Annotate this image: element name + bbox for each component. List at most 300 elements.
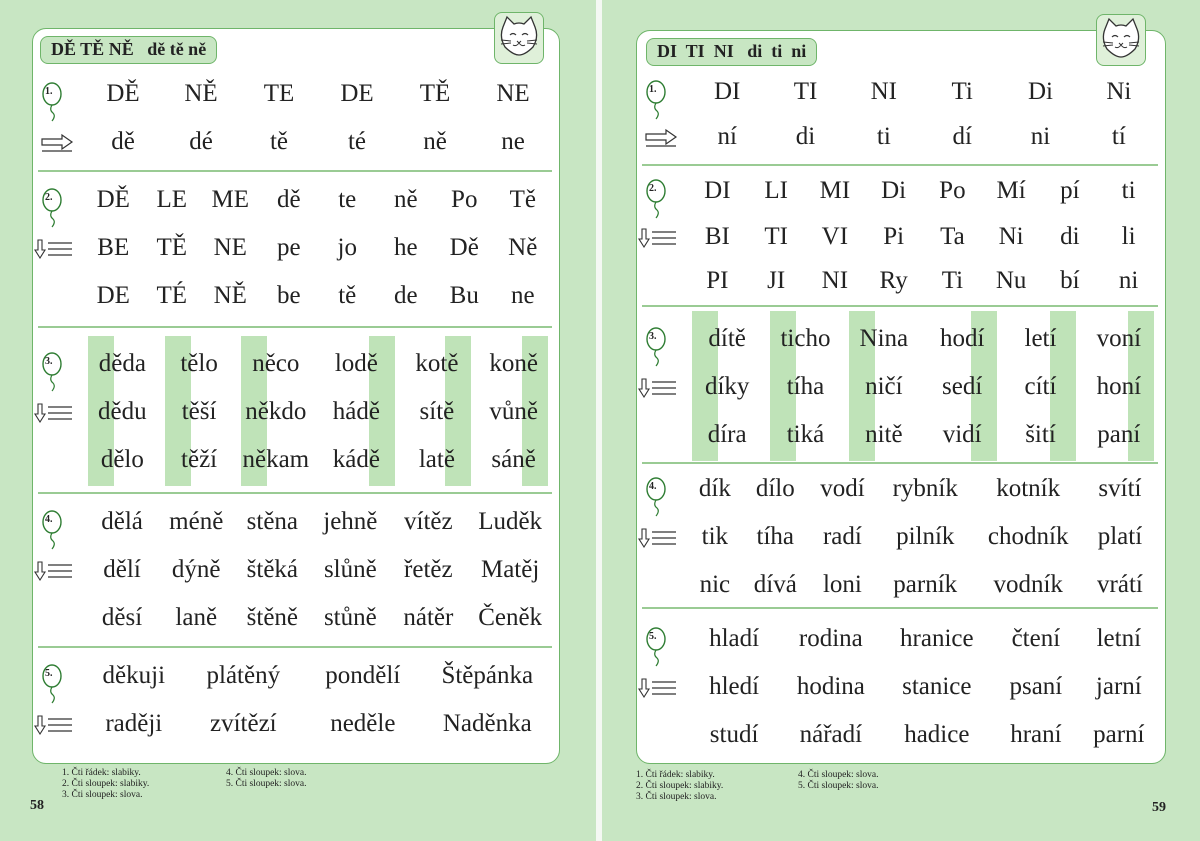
word-text: Ti bbox=[951, 78, 973, 105]
word-cell bbox=[312, 506, 388, 538]
word-cell bbox=[688, 371, 766, 403]
word-cell bbox=[314, 348, 398, 380]
word-cell bbox=[809, 521, 876, 553]
word-text: něco bbox=[252, 350, 300, 377]
word-text: štěně bbox=[246, 604, 299, 631]
word-text: děda bbox=[98, 350, 146, 377]
word-text: DE bbox=[96, 282, 130, 309]
read-column-arrow-icon bbox=[34, 560, 68, 582]
word-text: chodník bbox=[987, 523, 1069, 550]
word-cell bbox=[1001, 323, 1079, 355]
word-text: dé bbox=[189, 128, 213, 155]
word-cell bbox=[882, 671, 993, 703]
word-cell bbox=[84, 396, 161, 428]
word-cell bbox=[184, 708, 304, 740]
word-text: NI bbox=[821, 267, 849, 294]
word-cell bbox=[160, 602, 232, 634]
word-cell bbox=[84, 660, 184, 692]
word-text: dívá bbox=[753, 571, 797, 598]
word-text: Čeněk bbox=[478, 604, 543, 631]
word-cell bbox=[974, 569, 1081, 601]
word-cell bbox=[974, 521, 1081, 553]
word-cell bbox=[84, 506, 160, 538]
word-text: ně bbox=[423, 128, 447, 155]
word-text: kotě bbox=[415, 350, 459, 377]
word-row bbox=[84, 660, 552, 692]
word-cell bbox=[806, 265, 865, 297]
word-cell bbox=[318, 280, 377, 312]
word-cell bbox=[688, 521, 742, 553]
word-text: jarní bbox=[1095, 673, 1142, 700]
word-cell bbox=[845, 419, 923, 451]
word-cell bbox=[882, 623, 993, 655]
word-cell bbox=[84, 232, 143, 264]
read-row-arrow-icon bbox=[40, 132, 74, 154]
word-text: bí bbox=[1060, 267, 1080, 294]
word-text: hladí bbox=[709, 625, 760, 652]
word-cell bbox=[1082, 473, 1158, 505]
word-cell bbox=[1082, 521, 1158, 553]
word-text: LI bbox=[764, 177, 788, 204]
word-text: díra bbox=[707, 421, 747, 448]
word-text: TÉ bbox=[156, 282, 188, 309]
word-cell bbox=[201, 232, 260, 264]
word-text: Nina bbox=[859, 325, 909, 352]
exercise-number-balloon-icon bbox=[40, 188, 66, 224]
word-text: svítí bbox=[1098, 475, 1142, 502]
word-text: hodí bbox=[939, 325, 985, 352]
left-page bbox=[0, 0, 596, 841]
word-cell bbox=[377, 232, 436, 264]
section-divider bbox=[38, 646, 552, 648]
word-cell bbox=[982, 265, 1041, 297]
word-text: Nu bbox=[995, 267, 1027, 294]
word-cell bbox=[161, 444, 238, 476]
word-text: čtení bbox=[1011, 625, 1061, 652]
exercise-number: 4. bbox=[45, 514, 53, 525]
word-text: latě bbox=[418, 446, 455, 473]
word-row bbox=[84, 348, 552, 380]
word-cell bbox=[747, 175, 806, 207]
word-cell bbox=[809, 569, 876, 601]
word-text: psaní bbox=[1009, 673, 1063, 700]
word-text: hranice bbox=[900, 625, 974, 652]
word-cell bbox=[1082, 569, 1158, 601]
word-cell bbox=[260, 184, 319, 216]
word-cell bbox=[806, 175, 865, 207]
word-cell bbox=[1080, 76, 1158, 108]
word-cell bbox=[982, 221, 1041, 253]
word-text: tíha bbox=[786, 373, 825, 400]
left-title: DĚ TĚ NĚ dě tě ně bbox=[40, 36, 217, 64]
cat-icon bbox=[494, 12, 544, 64]
right-instructions-col2 bbox=[798, 770, 879, 792]
word-cell bbox=[143, 232, 202, 264]
read-column-arrow-icon bbox=[638, 377, 672, 399]
word-text: Ni bbox=[998, 223, 1024, 250]
word-cell bbox=[1080, 323, 1158, 355]
word-cell bbox=[240, 126, 318, 158]
instruction: 5. Čti sloupek: slova. bbox=[226, 779, 307, 789]
word-text: jehně bbox=[323, 508, 378, 535]
word-text: dí bbox=[952, 123, 972, 150]
word-text: dě bbox=[276, 186, 301, 213]
word-cell bbox=[876, 473, 974, 505]
word-text: děsí bbox=[101, 604, 143, 631]
word-cell bbox=[747, 265, 806, 297]
word-text: pí bbox=[1060, 177, 1080, 204]
word-text: parník bbox=[893, 571, 958, 598]
word-cell bbox=[84, 554, 160, 586]
word-text: BI bbox=[704, 223, 730, 250]
word-row bbox=[84, 444, 552, 476]
word-text: někam bbox=[242, 446, 310, 473]
word-text: Po bbox=[451, 186, 478, 213]
word-text: vůně bbox=[489, 398, 538, 425]
page-number: 59 bbox=[1152, 800, 1166, 815]
word-cell bbox=[318, 78, 396, 110]
word-cell bbox=[923, 419, 1001, 451]
word-cell bbox=[780, 671, 881, 703]
word-text: těší bbox=[181, 398, 217, 425]
word-text: dě bbox=[111, 128, 135, 155]
word-cell bbox=[318, 126, 396, 158]
word-row bbox=[688, 76, 1158, 108]
word-text: nitě bbox=[865, 421, 903, 448]
word-cell bbox=[845, 76, 923, 108]
word-cell bbox=[423, 708, 552, 740]
word-text: NE bbox=[213, 234, 247, 261]
word-text: di bbox=[795, 123, 816, 150]
word-cell bbox=[766, 76, 844, 108]
word-text: vodí bbox=[820, 475, 865, 502]
word-cell bbox=[780, 623, 881, 655]
word-row bbox=[688, 121, 1158, 153]
word-text: BE bbox=[97, 234, 130, 261]
instruction: 3. Čti sloupek: slova. bbox=[636, 792, 717, 802]
word-cell bbox=[314, 396, 398, 428]
word-row bbox=[688, 419, 1158, 451]
word-row bbox=[84, 396, 552, 428]
word-text: DĚ bbox=[96, 186, 130, 213]
word-text: vítěz bbox=[404, 508, 453, 535]
word-text: letní bbox=[1096, 625, 1142, 652]
word-text: ti bbox=[1121, 177, 1136, 204]
word-text: paní bbox=[1097, 421, 1141, 448]
exercise-number-balloon-icon bbox=[644, 627, 670, 663]
word-text: Ti bbox=[941, 267, 964, 294]
word-cell bbox=[84, 708, 184, 740]
word-cell bbox=[688, 569, 742, 601]
word-text: hledí bbox=[709, 673, 760, 700]
read-column-arrow-icon bbox=[34, 714, 68, 736]
word-cell bbox=[240, 78, 318, 110]
word-cell bbox=[923, 265, 982, 297]
word-text: laně bbox=[175, 604, 218, 631]
word-text: kádě bbox=[332, 446, 380, 473]
word-text: NĚ bbox=[184, 80, 218, 107]
word-cell bbox=[318, 232, 377, 264]
word-cell bbox=[780, 719, 881, 751]
word-cell bbox=[882, 719, 993, 751]
word-row bbox=[688, 371, 1158, 403]
word-text: ně bbox=[393, 186, 418, 213]
word-cell bbox=[303, 708, 422, 740]
word-text: TĚ bbox=[419, 80, 451, 107]
word-cell bbox=[312, 602, 388, 634]
word-cell bbox=[688, 221, 747, 253]
word-cell bbox=[845, 121, 923, 153]
word-cell bbox=[160, 506, 232, 538]
word-cell bbox=[84, 280, 143, 312]
word-text: Matěj bbox=[480, 556, 540, 583]
word-text: ti bbox=[876, 123, 891, 150]
word-row bbox=[84, 602, 552, 634]
read-column-arrow-icon bbox=[638, 527, 672, 549]
word-cell bbox=[474, 78, 552, 110]
cat-icon bbox=[1096, 14, 1146, 66]
word-text: hraní bbox=[1010, 721, 1062, 748]
word-text: pe bbox=[276, 234, 301, 261]
section-divider bbox=[642, 305, 1158, 307]
word-text: ne bbox=[510, 282, 535, 309]
word-text: TĚ bbox=[156, 234, 188, 261]
word-row bbox=[688, 473, 1158, 505]
word-text: plátěný bbox=[206, 662, 281, 689]
instruction: 2. Čti sloupek: slabiky. bbox=[62, 779, 150, 789]
word-text: stěna bbox=[246, 508, 299, 535]
instruction: 1. Čti řádek: slabiky. bbox=[636, 770, 715, 780]
word-cell bbox=[992, 623, 1080, 655]
exercise-number-balloon-icon bbox=[40, 352, 66, 388]
word-text: nátěr bbox=[403, 604, 454, 631]
word-text: li bbox=[1121, 223, 1136, 250]
word-cell bbox=[742, 473, 809, 505]
word-cell bbox=[688, 671, 780, 703]
exercise-number: 2. bbox=[649, 183, 657, 194]
word-cell bbox=[742, 569, 809, 601]
section-divider bbox=[38, 170, 552, 172]
word-text: ticho bbox=[780, 325, 831, 352]
word-text: NĚ bbox=[213, 282, 247, 309]
word-cell bbox=[201, 280, 260, 312]
word-cell bbox=[475, 396, 552, 428]
word-row bbox=[84, 232, 552, 264]
word-text: loni bbox=[822, 571, 862, 598]
word-cell bbox=[992, 719, 1080, 751]
word-cell bbox=[688, 121, 766, 153]
word-cell bbox=[161, 396, 238, 428]
word-text: raději bbox=[105, 710, 163, 737]
word-text: JI bbox=[767, 267, 786, 294]
word-cell bbox=[1080, 121, 1158, 153]
word-text: MI bbox=[819, 177, 851, 204]
word-cell bbox=[1080, 671, 1158, 703]
word-text: Ni bbox=[1106, 78, 1132, 105]
word-cell bbox=[845, 371, 923, 403]
word-cell bbox=[388, 554, 468, 586]
word-text: Bu bbox=[449, 282, 479, 309]
word-text: jo bbox=[337, 234, 357, 261]
word-text: zvítězí bbox=[209, 710, 277, 737]
word-cell bbox=[747, 221, 806, 253]
exercise-number: 3. bbox=[45, 356, 53, 367]
word-row bbox=[84, 708, 552, 740]
word-text: Tě bbox=[509, 186, 536, 213]
word-cell bbox=[923, 175, 982, 207]
word-cell bbox=[1099, 175, 1158, 207]
word-cell bbox=[143, 184, 202, 216]
word-text: Di bbox=[1027, 78, 1053, 105]
word-row bbox=[688, 521, 1158, 553]
word-text: koně bbox=[489, 350, 538, 377]
word-cell bbox=[1099, 221, 1158, 253]
word-text: pilník bbox=[896, 523, 955, 550]
word-text: díky bbox=[704, 373, 750, 400]
word-cell bbox=[162, 126, 240, 158]
word-text: kotník bbox=[996, 475, 1061, 502]
exercise-number-balloon-icon bbox=[40, 82, 66, 118]
word-cell bbox=[318, 184, 377, 216]
word-text: Luděk bbox=[478, 508, 543, 535]
word-cell bbox=[475, 444, 552, 476]
word-text: dík bbox=[698, 475, 731, 502]
word-cell bbox=[435, 184, 494, 216]
word-cell bbox=[864, 175, 923, 207]
exercise-number: 5. bbox=[649, 631, 657, 642]
word-cell bbox=[232, 506, 312, 538]
read-column-arrow-icon bbox=[34, 238, 68, 260]
word-text: LE bbox=[156, 186, 188, 213]
instruction: 4. Čti sloupek: slova. bbox=[798, 770, 879, 780]
word-text: sítě bbox=[419, 398, 455, 425]
word-cell bbox=[84, 78, 162, 110]
word-cell bbox=[806, 221, 865, 253]
word-text: rodina bbox=[798, 625, 863, 652]
page-number: 58 bbox=[30, 798, 44, 813]
word-cell bbox=[974, 473, 1081, 505]
word-cell bbox=[1041, 221, 1100, 253]
word-text: di bbox=[1060, 223, 1080, 250]
word-text: NI bbox=[870, 78, 898, 105]
word-text: Di bbox=[881, 177, 907, 204]
word-cell bbox=[494, 232, 553, 264]
word-row bbox=[84, 554, 552, 586]
word-row bbox=[688, 623, 1158, 655]
word-text: někdo bbox=[245, 398, 307, 425]
word-cell bbox=[1001, 121, 1079, 153]
word-cell bbox=[1080, 623, 1158, 655]
word-cell bbox=[992, 671, 1080, 703]
word-text: sáně bbox=[491, 446, 536, 473]
word-text: NE bbox=[496, 80, 530, 107]
word-cell bbox=[864, 221, 923, 253]
exercise-number-balloon-icon bbox=[644, 477, 670, 513]
exercise-number-balloon-icon bbox=[40, 664, 66, 700]
exercise-number: 1. bbox=[45, 86, 53, 97]
word-row bbox=[84, 184, 552, 216]
word-cell bbox=[1001, 371, 1079, 403]
word-text: méně bbox=[169, 508, 224, 535]
word-cell bbox=[982, 175, 1041, 207]
word-cell bbox=[766, 371, 844, 403]
word-text: TI bbox=[764, 223, 788, 250]
word-row bbox=[84, 78, 552, 110]
word-cell bbox=[688, 719, 780, 751]
word-text: ni bbox=[1030, 123, 1051, 150]
word-cell bbox=[1099, 265, 1158, 297]
word-cell bbox=[1080, 719, 1158, 751]
word-cell bbox=[84, 348, 161, 380]
instruction: 5. Čti sloupek: slova. bbox=[798, 781, 879, 791]
word-text: TI bbox=[793, 78, 818, 105]
word-text: DE bbox=[340, 80, 374, 107]
word-text: tiká bbox=[786, 421, 825, 448]
right-instructions-col1 bbox=[636, 770, 723, 803]
word-cell bbox=[864, 265, 923, 297]
word-text: te bbox=[338, 186, 357, 213]
word-text: tí bbox=[1111, 123, 1126, 150]
word-text: dělo bbox=[100, 446, 144, 473]
word-cell bbox=[688, 419, 766, 451]
exercise-number: 4. bbox=[649, 481, 657, 492]
word-text: dílo bbox=[755, 475, 795, 502]
word-cell bbox=[84, 184, 143, 216]
word-text: hadice bbox=[904, 721, 970, 748]
read-column-arrow-icon bbox=[638, 227, 672, 249]
section-divider bbox=[38, 492, 552, 494]
word-text: platí bbox=[1097, 523, 1143, 550]
word-text: dědu bbox=[98, 398, 147, 425]
instruction: 1. Čti řádek: slabiky. bbox=[62, 768, 141, 778]
word-text: nic bbox=[699, 571, 731, 598]
word-text: ME bbox=[211, 186, 249, 213]
word-cell bbox=[84, 602, 160, 634]
right-title: DI TI NI di ti ni bbox=[646, 38, 817, 66]
exercise-number: 1. bbox=[649, 84, 657, 95]
word-text: stůně bbox=[323, 604, 377, 631]
word-cell bbox=[312, 554, 388, 586]
right-page bbox=[602, 0, 1200, 841]
word-text: he bbox=[393, 234, 418, 261]
word-cell bbox=[468, 506, 552, 538]
instruction: 3. Čti sloupek: slova. bbox=[62, 790, 143, 800]
word-text: dítě bbox=[708, 325, 746, 352]
word-text: ne bbox=[501, 128, 525, 155]
word-cell bbox=[1041, 175, 1100, 207]
word-cell bbox=[232, 602, 312, 634]
word-text: štěká bbox=[246, 556, 299, 583]
word-text: vodník bbox=[993, 571, 1063, 598]
word-cell bbox=[396, 78, 474, 110]
word-cell bbox=[688, 623, 780, 655]
word-text: DI bbox=[704, 177, 731, 204]
word-text: Mí bbox=[996, 177, 1026, 204]
word-cell bbox=[923, 371, 1001, 403]
word-cell bbox=[143, 280, 202, 312]
word-cell bbox=[688, 175, 747, 207]
word-cell bbox=[766, 121, 844, 153]
read-row-arrow-icon bbox=[644, 127, 678, 149]
word-text: řetěz bbox=[404, 556, 453, 583]
section-divider bbox=[642, 462, 1158, 464]
word-row bbox=[688, 323, 1158, 355]
exercise-number-balloon-icon bbox=[40, 510, 66, 546]
word-text: parní bbox=[1093, 721, 1145, 748]
word-cell bbox=[84, 126, 162, 158]
word-cell bbox=[377, 280, 436, 312]
word-text: tělo bbox=[180, 350, 218, 377]
